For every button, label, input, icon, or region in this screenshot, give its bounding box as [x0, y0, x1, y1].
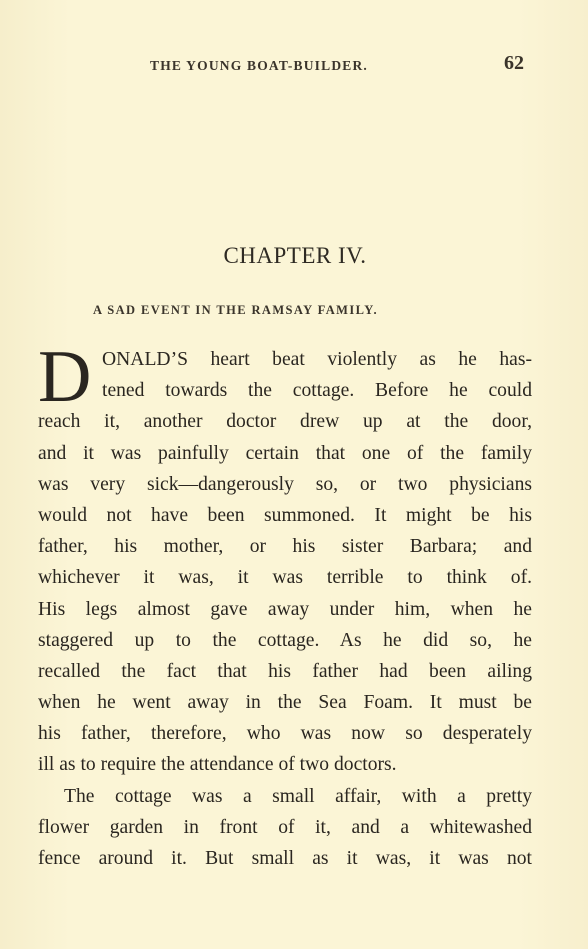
text-line: and it was painfully certain that one of the family	[38, 442, 532, 464]
running-head: THE YOUNG BOAT-BUILDER.	[150, 58, 369, 73]
text-line: His legs almost gave away under him, when he	[38, 598, 532, 620]
drop-cap: D	[38, 336, 92, 418]
text-line: when he went away in the Sea Foam. It must be	[38, 692, 532, 714]
text-line: his father, therefore, who was now so desperately	[38, 723, 532, 745]
text-line: whichever it was, it was terrible to think of.	[38, 567, 532, 589]
body-text	[38, 336, 532, 874]
text-line: flower garden in front of it, and a whitewashed	[38, 816, 532, 838]
text-line: was very sick—dangerously so, or two physicians	[38, 473, 532, 495]
text-line: ONALD’S heart beat violently as he has-	[102, 349, 532, 370]
chapter-title-text: CHAPTER IV.	[223, 243, 367, 268]
chapter-title	[0, 243, 588, 269]
text-line: The cottage was a small affair, with a pretty	[64, 785, 532, 807]
page-number: 62	[504, 52, 524, 74]
text-line: reach it, another doctor drew up at the door,	[38, 411, 532, 433]
chapter-subtitle: A SAD EVENT IN THE RAMSAY FAMILY.	[93, 303, 379, 317]
text-line: staggered up to the cottage. As he did so, he	[38, 629, 532, 651]
text-line: fence around it. But small as it was, it was not	[38, 848, 532, 869]
text-line: tened towards the cottage. Before he could	[102, 380, 532, 402]
text-line: father, his mother, or his sister Barbara; and	[38, 536, 532, 558]
text-line: ill as to require the attendance of two doctors.	[38, 754, 397, 776]
text-line: recalled the fact that his father had been ailing	[38, 660, 532, 682]
text-line: would not have been summoned. It might be his	[38, 504, 532, 526]
